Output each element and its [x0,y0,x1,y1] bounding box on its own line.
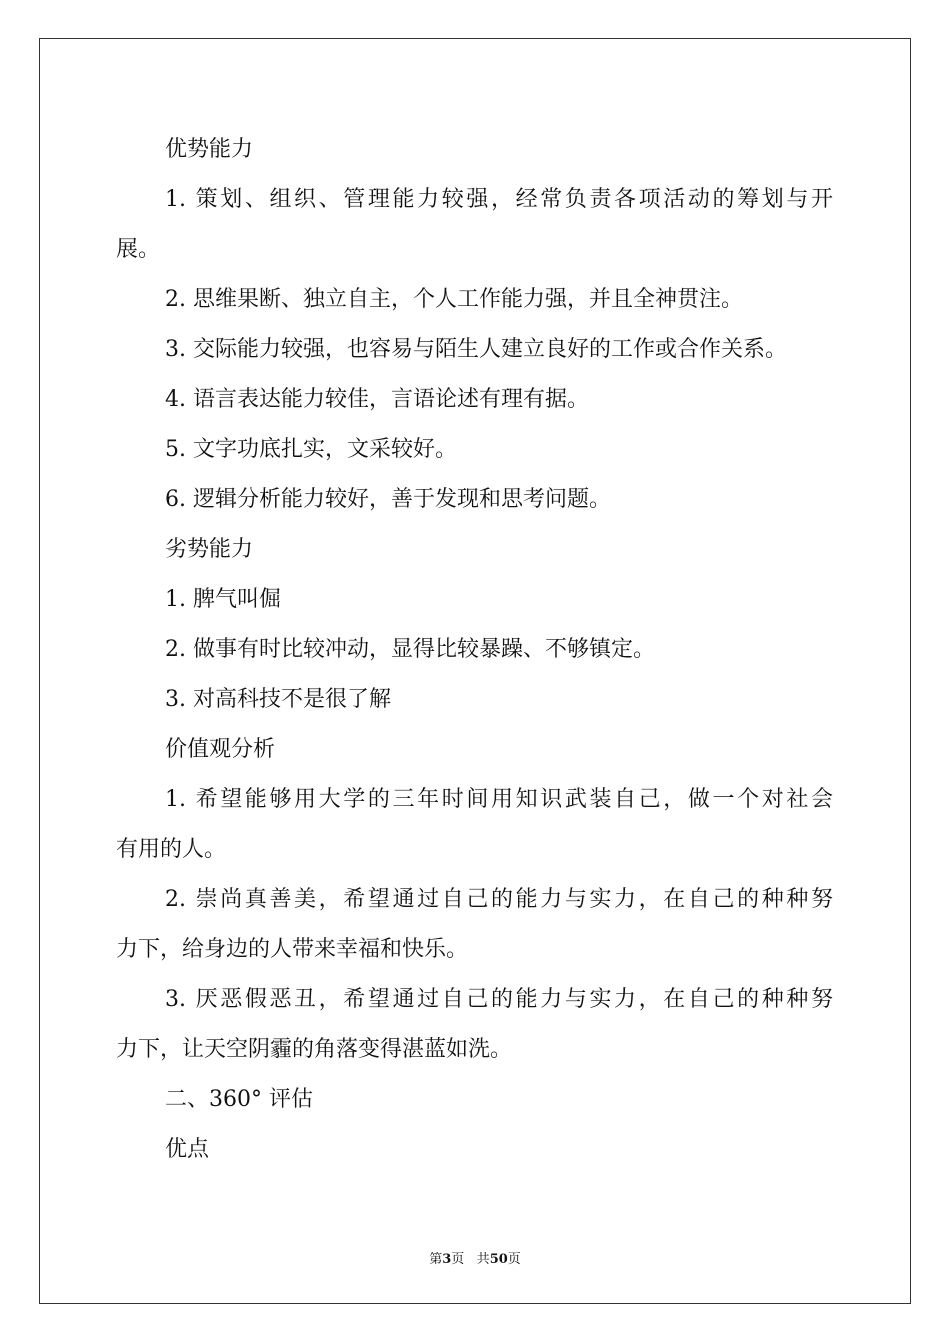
heading-merits: 优点 [165,1137,210,1162]
strength-item-3: 3. 交际能力较强，也容易与陌生人建立良好的工作或合作关系。 [165,337,787,362]
strength-item-4: 4. 语言表达能力较佳，言语论述有理有据。 [165,387,589,412]
footer-total-suffix: 页 [507,1252,521,1267]
value-item-2: 2. 崇尚真善美，希望通过自己的能力与实力，在自己的种种努 [165,887,833,912]
heading-weaknesses: 劣势能力 [165,537,254,562]
value-item-3-cont: 力下，让天空阴霾的角落变得湛蓝如洗。 [116,1037,513,1062]
value-item-1: 1. 希望能够用大学的三年时间用知识武装自己，做一个对社会 [165,787,833,812]
value-item-1-cont: 有用的人。 [116,837,227,862]
weakness-item-2: 2. 做事有时比较冲动，显得比较暴躁、不够镇定。 [165,637,655,662]
page-border [39,38,911,1304]
strength-item-6: 6. 逻辑分析能力较好，善于发现和思考问题。 [165,487,611,512]
heading-values: 价值观分析 [165,737,276,762]
strength-item-2: 2. 思维果断、独立自主，个人工作能力强，并且全神贯注。 [165,287,743,312]
strength-item-1-cont: 展。 [116,237,161,262]
value-item-2-cont: 力下，给身边的人带来幸福和快乐。 [116,937,469,962]
weakness-item-3: 3. 对高科技不是很了解 [165,687,391,712]
footer-page-number: 3 [442,1252,452,1267]
footer-page-suffix: 页 [451,1252,465,1267]
heading-360-evaluation: 二、360° 评估 [165,1087,313,1112]
page-footer [0,1248,950,1267]
value-item-3: 3. 厌恶假恶丑，希望通过自己的能力与实力，在自己的种种努 [165,987,833,1012]
footer-prefix: 第 [429,1252,443,1267]
strength-item-1: 1. 策划、组织、管理能力较强，经常负责各项活动的筹划与开 [165,187,833,212]
footer-total-pages: 50 [489,1252,508,1267]
heading-strengths: 优势能力 [165,137,254,162]
weakness-item-1: 1. 脾气叫倔 [165,587,281,612]
footer-total-prefix: 共 [476,1252,490,1267]
strength-item-5: 5. 文字功底扎实，文采较好。 [165,437,457,462]
